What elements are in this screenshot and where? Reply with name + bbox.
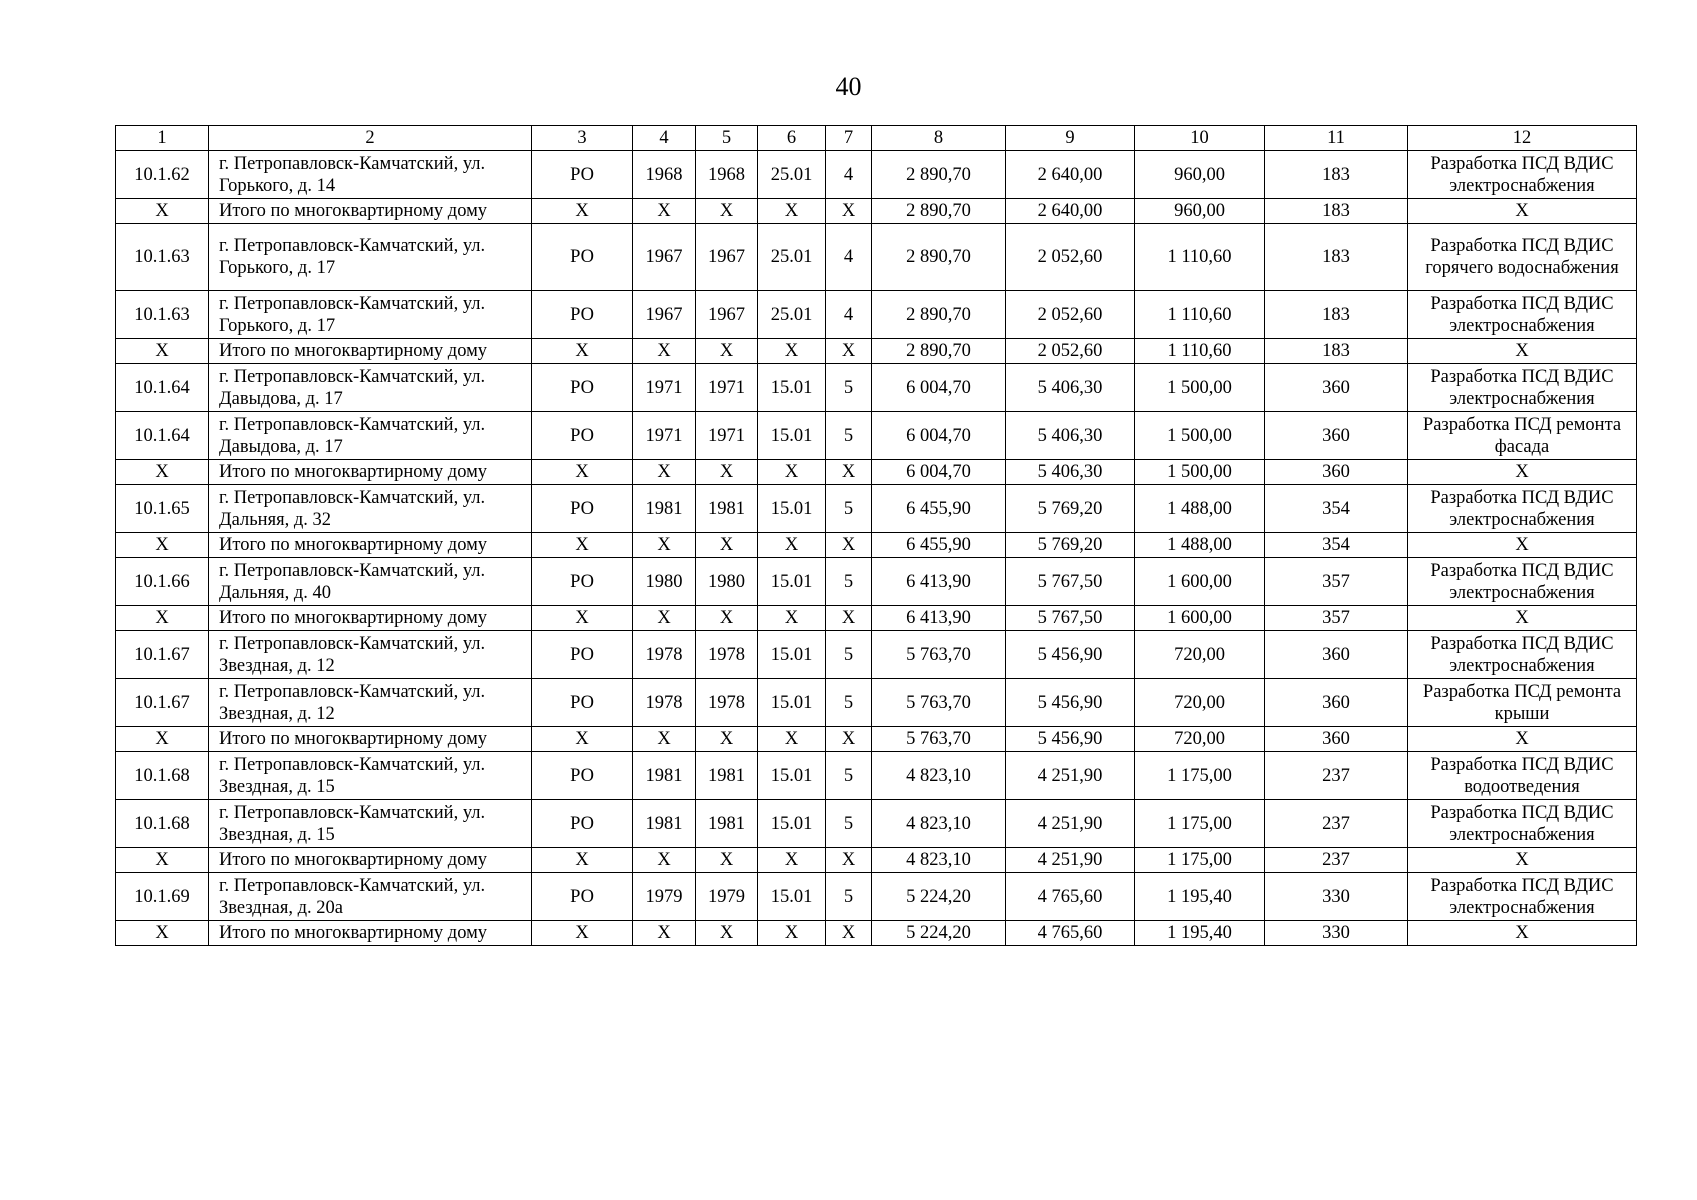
year-commissioned-cell: 1978 [696,679,758,727]
total-row [116,848,1637,873]
nonliving-area-cell: 1 110,60 [1135,291,1265,339]
total-area-cell: 6 004,70 [872,364,1006,412]
work-type-cell: Х [1408,460,1637,485]
nonliving-area-cell: 1 488,00 [1135,485,1265,533]
wall-material-cell: 15.01 [758,364,826,412]
total-area-cell: 5 763,70 [872,727,1006,752]
living-area-cell: 5 456,90 [1006,679,1135,727]
header-cell: 10 [1135,126,1265,151]
table-row [116,752,1637,800]
work-type-cell: Разработка ПСД ВДИС электроснабжения [1408,558,1637,606]
nonliving-area-cell: 960,00 [1135,151,1265,199]
living-area-cell: 5 406,30 [1006,460,1135,485]
residents-cell: 237 [1265,800,1408,848]
total-row [116,606,1637,631]
floors-cell: 5 [826,800,872,848]
work-type-cell: Разработка ПСД ВДИС электроснабжения [1408,364,1637,412]
year-commissioned-cell: 1981 [696,485,758,533]
year-commissioned-cell: 1981 [696,752,758,800]
work-plan-table [115,125,1637,946]
ownership-cell: РО [532,291,633,339]
nonliving-area-cell: 1 110,60 [1135,224,1265,291]
floors-cell: Х [826,533,872,558]
total-area-cell: 2 890,70 [872,199,1006,224]
residents-cell: 237 [1265,752,1408,800]
address-cell: г. Петропавловск-Камчатский, ул. Звездная, д. 15 [209,800,532,848]
total-area-cell: 4 823,10 [872,800,1006,848]
wall-material-cell: 15.01 [758,485,826,533]
floors-cell: Х [826,848,872,873]
row-number-cell: 10.1.67 [116,631,209,679]
year-commissioned-cell: Х [696,533,758,558]
living-area-cell: 2 052,60 [1006,224,1135,291]
nonliving-area-cell: 1 175,00 [1135,848,1265,873]
total-row [116,199,1637,224]
work-type-cell: Разработка ПСД ВДИС электроснабжения [1408,631,1637,679]
nonliving-area-cell: 720,00 [1135,727,1265,752]
page-number: 40 [835,72,862,101]
work-type-cell: Разработка ПСД ВДИС электроснабжения [1408,800,1637,848]
address-cell: Итого по многоквартирному дому [209,921,532,946]
address-cell: г. Петропавловск-Камчатский, ул. Дальняя, д. 32 [209,485,532,533]
wall-material-cell: 25.01 [758,151,826,199]
address-cell: Итого по многоквартирному дому [209,606,532,631]
living-area-cell: 5 769,20 [1006,485,1135,533]
ownership-cell: РО [532,151,633,199]
floors-cell: 4 [826,291,872,339]
living-area-cell: 2 052,60 [1006,339,1135,364]
total-row [116,460,1637,485]
total-area-cell: 6 004,70 [872,412,1006,460]
ownership-cell: РО [532,364,633,412]
floors-cell: 5 [826,873,872,921]
work-type-cell: Разработка ПСД ВДИС электроснабжения [1408,873,1637,921]
header-cell: 8 [872,126,1006,151]
header-cell: 2 [209,126,532,151]
nonliving-area-cell: 1 500,00 [1135,412,1265,460]
ownership-cell: РО [532,412,633,460]
total-row [116,921,1637,946]
work-type-cell: Х [1408,199,1637,224]
year-built-cell: Х [633,921,696,946]
living-area-cell: 2 640,00 [1006,199,1135,224]
address-cell: г. Петропавловск-Камчатский, ул. Горького, д. 17 [209,224,532,291]
year-built-cell: Х [633,339,696,364]
row-number-cell: 10.1.66 [116,558,209,606]
row-number-cell: Х [116,533,209,558]
living-area-cell: 2 052,60 [1006,291,1135,339]
wall-material-cell: 15.01 [758,558,826,606]
year-commissioned-cell: 1971 [696,364,758,412]
floors-cell: 5 [826,752,872,800]
address-cell: Итого по многоквартирному дому [209,460,532,485]
wall-material-cell: 25.01 [758,224,826,291]
nonliving-area-cell: 1 600,00 [1135,606,1265,631]
ownership-cell: Х [532,533,633,558]
year-built-cell: Х [633,606,696,631]
residents-cell: 183 [1265,224,1408,291]
nonliving-area-cell: 1 500,00 [1135,460,1265,485]
floors-cell: 5 [826,412,872,460]
work-type-cell: Х [1408,339,1637,364]
wall-material-cell: Х [758,199,826,224]
year-commissioned-cell: Х [696,460,758,485]
total-area-cell: 5 763,70 [872,679,1006,727]
row-number-cell: 10.1.69 [116,873,209,921]
year-commissioned-cell: 1968 [696,151,758,199]
year-commissioned-cell: Х [696,606,758,631]
table-row [116,679,1637,727]
wall-material-cell: Х [758,848,826,873]
nonliving-area-cell: 960,00 [1135,199,1265,224]
floors-cell: Х [826,199,872,224]
header-cell: 1 [116,126,209,151]
residents-cell: 330 [1265,873,1408,921]
address-cell: г. Петропавловск-Камчатский, ул. Горького, д. 14 [209,151,532,199]
wall-material-cell: 25.01 [758,291,826,339]
year-commissioned-cell: 1981 [696,800,758,848]
header-cell: 3 [532,126,633,151]
ownership-cell: Х [532,727,633,752]
row-number-cell: 10.1.68 [116,752,209,800]
address-cell: Итого по многоквартирному дому [209,848,532,873]
year-commissioned-cell: 1967 [696,291,758,339]
nonliving-area-cell: 1 175,00 [1135,752,1265,800]
row-number-cell: 10.1.62 [116,151,209,199]
row-number-cell: Х [116,606,209,631]
nonliving-area-cell: 1 175,00 [1135,800,1265,848]
living-area-cell: 5 406,30 [1006,364,1135,412]
address-cell: г. Петропавловск-Камчатский, ул. Звездная, д. 12 [209,631,532,679]
row-number-cell: Х [116,199,209,224]
year-built-cell: Х [633,848,696,873]
header-cell: 5 [696,126,758,151]
ownership-cell: РО [532,873,633,921]
year-commissioned-cell: Х [696,848,758,873]
wall-material-cell: 15.01 [758,412,826,460]
floors-cell: Х [826,606,872,631]
address-cell: Итого по многоквартирному дому [209,533,532,558]
address-cell: Итого по многоквартирному дому [209,339,532,364]
floors-cell: Х [826,727,872,752]
ownership-cell: РО [532,485,633,533]
living-area-cell: 4 251,90 [1006,800,1135,848]
ownership-cell: РО [532,800,633,848]
year-commissioned-cell: 1967 [696,224,758,291]
address-cell: Итого по многоквартирному дому [209,727,532,752]
row-number-cell: Х [116,921,209,946]
work-type-cell: Разработка ПСД ВДИС горячего водоснабжения [1408,224,1637,291]
row-number-cell: 10.1.63 [116,224,209,291]
address-cell: Итого по многоквартирному дому [209,199,532,224]
work-type-cell: Х [1408,727,1637,752]
year-built-cell: Х [633,460,696,485]
table-row [116,291,1637,339]
ownership-cell: РО [532,224,633,291]
total-area-cell: 2 890,70 [872,151,1006,199]
total-area-cell: 5 763,70 [872,631,1006,679]
year-built-cell: 1971 [633,412,696,460]
floors-cell: 5 [826,364,872,412]
year-built-cell: 1981 [633,752,696,800]
total-area-cell: 6 455,90 [872,533,1006,558]
total-area-cell: 6 413,90 [872,558,1006,606]
year-built-cell: Х [633,727,696,752]
total-area-cell: 2 890,70 [872,339,1006,364]
address-cell: г. Петропавловск-Камчатский, ул. Давыдова, д. 17 [209,364,532,412]
living-area-cell: 4 765,60 [1006,921,1135,946]
table-row [116,631,1637,679]
living-area-cell: 5 769,20 [1006,533,1135,558]
table-header-row [116,126,1637,151]
total-area-cell: 6 455,90 [872,485,1006,533]
total-area-cell: 6 004,70 [872,460,1006,485]
floors-cell: 5 [826,631,872,679]
nonliving-area-cell: 720,00 [1135,679,1265,727]
header-cell: 11 [1265,126,1408,151]
ownership-cell: РО [532,752,633,800]
floors-cell: Х [826,339,872,364]
work-type-cell: Разработка ПСД ВДИС водоотведения [1408,752,1637,800]
nonliving-area-cell: 1 195,40 [1135,873,1265,921]
row-number-cell: 10.1.67 [116,679,209,727]
row-number-cell: 10.1.63 [116,291,209,339]
address-cell: г. Петропавловск-Камчатский, ул. Горького, д. 17 [209,291,532,339]
work-type-cell: Х [1408,921,1637,946]
residents-cell: 330 [1265,921,1408,946]
row-number-cell: 10.1.65 [116,485,209,533]
table-body [116,126,1637,946]
residents-cell: 360 [1265,364,1408,412]
year-commissioned-cell: Х [696,339,758,364]
year-built-cell: 1967 [633,224,696,291]
year-built-cell: Х [633,533,696,558]
living-area-cell: 4 251,90 [1006,848,1135,873]
work-type-cell: Разработка ПСД ремонта крыши [1408,679,1637,727]
year-built-cell: 1979 [633,873,696,921]
floors-cell: Х [826,921,872,946]
residents-cell: 360 [1265,679,1408,727]
address-cell: г. Петропавловск-Камчатский, ул. Звездная, д. 12 [209,679,532,727]
living-area-cell: 5 456,90 [1006,631,1135,679]
work-type-cell: Х [1408,848,1637,873]
nonliving-area-cell: 1 488,00 [1135,533,1265,558]
year-built-cell: 1981 [633,485,696,533]
ownership-cell: Х [532,199,633,224]
nonliving-area-cell: 1 600,00 [1135,558,1265,606]
floors-cell: 4 [826,224,872,291]
header-cell: 9 [1006,126,1135,151]
residents-cell: 183 [1265,291,1408,339]
total-area-cell: 2 890,70 [872,291,1006,339]
residents-cell: 354 [1265,485,1408,533]
row-number-cell: Х [116,727,209,752]
work-type-cell: Разработка ПСД ВДИС электроснабжения [1408,151,1637,199]
address-cell: г. Петропавловск-Камчатский, ул. Давыдова, д. 17 [209,412,532,460]
work-type-cell: Х [1408,533,1637,558]
wall-material-cell: 15.01 [758,752,826,800]
wall-material-cell: Х [758,533,826,558]
living-area-cell: 5 406,30 [1006,412,1135,460]
table-row [116,873,1637,921]
ownership-cell: РО [532,631,633,679]
row-number-cell: 10.1.64 [116,364,209,412]
year-commissioned-cell: 1980 [696,558,758,606]
living-area-cell: 4 251,90 [1006,752,1135,800]
row-number-cell: 10.1.68 [116,800,209,848]
living-area-cell: 5 456,90 [1006,727,1135,752]
residents-cell: 183 [1265,151,1408,199]
total-area-cell: 4 823,10 [872,848,1006,873]
year-commissioned-cell: Х [696,921,758,946]
wall-material-cell: 15.01 [758,800,826,848]
living-area-cell: 4 765,60 [1006,873,1135,921]
ownership-cell: Х [532,848,633,873]
year-commissioned-cell: Х [696,199,758,224]
residents-cell: 360 [1265,631,1408,679]
table-row [116,151,1637,199]
floors-cell: 5 [826,679,872,727]
year-built-cell: 1981 [633,800,696,848]
nonliving-area-cell: 1 500,00 [1135,364,1265,412]
total-row [116,533,1637,558]
ownership-cell: Х [532,460,633,485]
address-cell: г. Петропавловск-Камчатский, ул. Звездная, д. 20а [209,873,532,921]
residents-cell: 354 [1265,533,1408,558]
year-built-cell: 1971 [633,364,696,412]
year-built-cell: 1968 [633,151,696,199]
year-commissioned-cell: 1971 [696,412,758,460]
wall-material-cell: Х [758,727,826,752]
year-built-cell: 1978 [633,631,696,679]
floors-cell: 5 [826,558,872,606]
year-commissioned-cell: 1979 [696,873,758,921]
residents-cell: 360 [1265,460,1408,485]
row-number-cell: Х [116,848,209,873]
work-type-cell: Разработка ПСД ВДИС электроснабжения [1408,291,1637,339]
nonliving-area-cell: 1 110,60 [1135,339,1265,364]
wall-material-cell: 15.01 [758,873,826,921]
year-built-cell: 1967 [633,291,696,339]
row-number-cell: 10.1.64 [116,412,209,460]
residents-cell: 183 [1265,199,1408,224]
residents-cell: 357 [1265,606,1408,631]
floors-cell: 5 [826,485,872,533]
total-area-cell: 5 224,20 [872,921,1006,946]
table-row [116,412,1637,460]
table-row [116,485,1637,533]
ownership-cell: Х [532,606,633,631]
residents-cell: 360 [1265,727,1408,752]
floors-cell: 4 [826,151,872,199]
work-type-cell: Х [1408,606,1637,631]
year-commissioned-cell: Х [696,727,758,752]
wall-material-cell: 15.01 [758,631,826,679]
total-area-cell: 2 890,70 [872,224,1006,291]
ownership-cell: РО [532,558,633,606]
total-area-cell: 4 823,10 [872,752,1006,800]
year-built-cell: Х [633,199,696,224]
wall-material-cell: 15.01 [758,679,826,727]
year-built-cell: 1980 [633,558,696,606]
table-row [116,558,1637,606]
living-area-cell: 2 640,00 [1006,151,1135,199]
year-commissioned-cell: 1978 [696,631,758,679]
residents-cell: 183 [1265,339,1408,364]
year-built-cell: 1978 [633,679,696,727]
header-cell: 4 [633,126,696,151]
total-row [116,339,1637,364]
ownership-cell: РО [532,679,633,727]
header-cell: 7 [826,126,872,151]
ownership-cell: Х [532,339,633,364]
total-area-cell: 6 413,90 [872,606,1006,631]
header-cell: 6 [758,126,826,151]
total-row [116,727,1637,752]
address-cell: г. Петропавловск-Камчатский, ул. Звездная, д. 15 [209,752,532,800]
table-row [116,224,1637,291]
row-number-cell: Х [116,460,209,485]
living-area-cell: 5 767,50 [1006,558,1135,606]
work-type-cell: Разработка ПСД ремонта фасада [1408,412,1637,460]
header-cell: 12 [1408,126,1637,151]
wall-material-cell: Х [758,460,826,485]
residents-cell: 357 [1265,558,1408,606]
table-row [116,800,1637,848]
address-cell: г. Петропавловск-Камчатский, ул. Дальняя, д. 40 [209,558,532,606]
table-row [116,364,1637,412]
nonliving-area-cell: 720,00 [1135,631,1265,679]
total-area-cell: 5 224,20 [872,873,1006,921]
ownership-cell: Х [532,921,633,946]
wall-material-cell: Х [758,921,826,946]
wall-material-cell: Х [758,606,826,631]
row-number-cell: Х [116,339,209,364]
nonliving-area-cell: 1 195,40 [1135,921,1265,946]
floors-cell: Х [826,460,872,485]
wall-material-cell: Х [758,339,826,364]
residents-cell: 237 [1265,848,1408,873]
living-area-cell: 5 767,50 [1006,606,1135,631]
residents-cell: 360 [1265,412,1408,460]
work-type-cell: Разработка ПСД ВДИС электроснабжения [1408,485,1637,533]
